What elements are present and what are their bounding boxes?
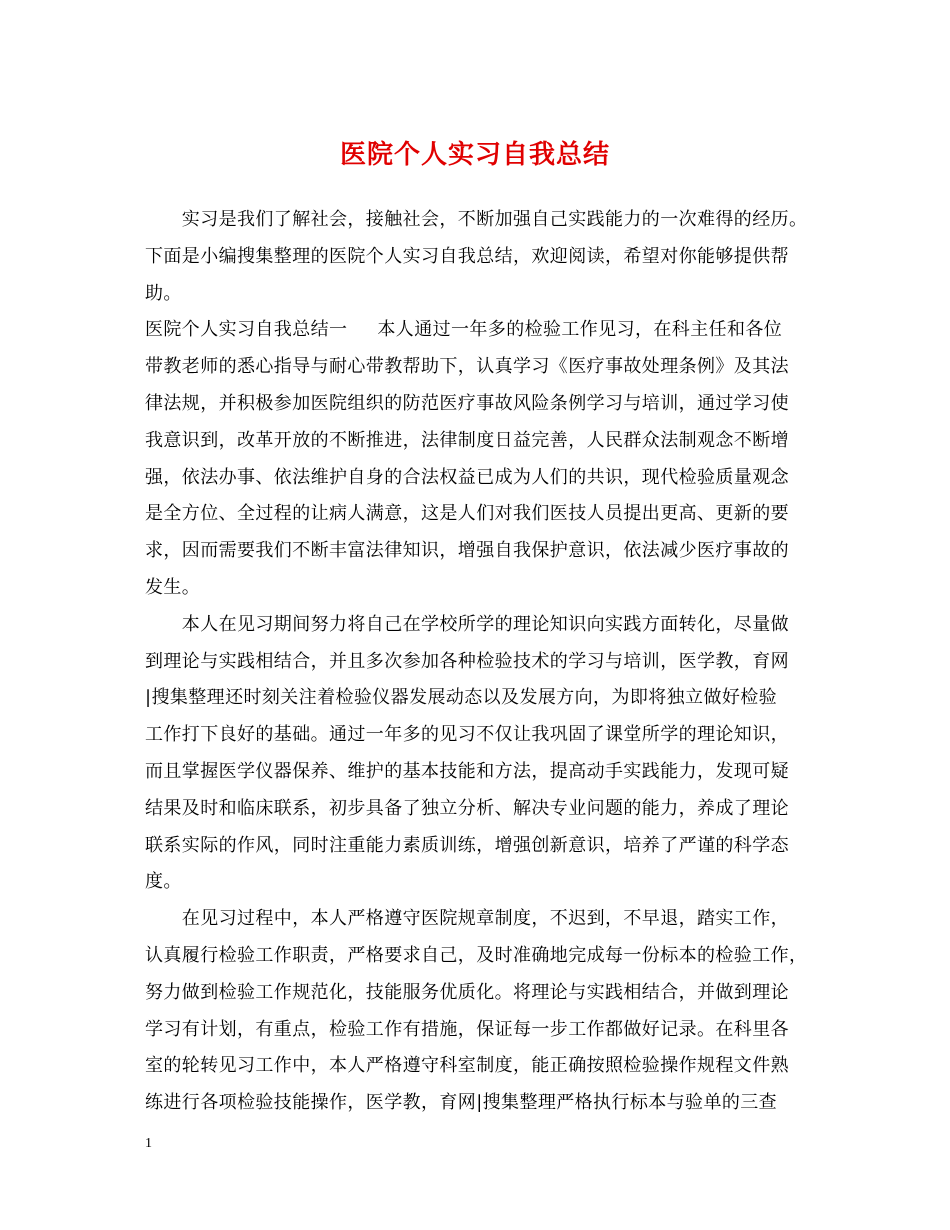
text-line: 联系实际的作风，同时注重能力素质训练，增强创新意识，培养了严谨的科学态 bbox=[145, 834, 789, 856]
text-line: 下面是小编搜集整理的医院个人实习自我总结，欢迎阅读，希望对你能够提供帮 bbox=[145, 245, 789, 267]
text-line: 实习是我们了解社会，接触社会，不断加强自己实践能力的一次难得的经历。 bbox=[145, 209, 808, 230]
document-title: 医院个人实习自我总结 bbox=[339, 140, 610, 170]
text-line: 认真履行检验工作职责，严格要求自己，及时准确地完成每一份标本的检验工作， bbox=[145, 944, 808, 966]
text-line: 发生。 bbox=[145, 576, 201, 598]
text-line-section-heading bbox=[145, 312, 810, 349]
text-line: 在见习过程中，本人严格遵守医院规章制度，不迟到，不早退，踏实工作， bbox=[145, 908, 789, 930]
text-line: |搜集整理还时刻关注着检验仪器发展动态以及发展方向，为即将独立做好检验 bbox=[145, 687, 778, 709]
text-line: 带教老师的悉心指导与耐心带教帮助下，认真学习《医疗事故处理条例》及其法 bbox=[145, 356, 789, 378]
text-line: 我意识到，改革开放的不断推进，法律制度日益完善，人民群众法制观念不断增 bbox=[145, 429, 789, 451]
section-text: 本人通过一年多的检验工作见习，在科主任和各位 bbox=[377, 319, 783, 341]
text-line: 练进行各项检验技能操作，医学教，育网|搜集整理严格执行标本与验单的三查 bbox=[145, 1092, 778, 1114]
page-number: 1 bbox=[145, 1136, 152, 1151]
text-line: 强，依法办事、依法维护自身的合法权益已成为人们的共识，现代检验质量观念 bbox=[145, 466, 789, 488]
text-line: 室的轮转见习工作中，本人严格遵守科室制度，能正确按照检验操作规程文件熟 bbox=[145, 1055, 789, 1077]
text-line: 助。 bbox=[145, 282, 182, 304]
text-line: 学习有计划，有重点，检验工作有措施，保证每一步工作都做好记录。在科里各 bbox=[145, 1018, 789, 1040]
text-line: 求，因而需要我们不断丰富法律知识，增强自我保护意识，依法减少医疗事故的 bbox=[145, 540, 789, 562]
text-line: 本人在见习期间努力将自己在学校所学的理论知识向实践方面转化，尽量做 bbox=[145, 613, 789, 635]
text-line: 度。 bbox=[145, 871, 182, 893]
section-heading: 医院个人实习自我总结一 bbox=[145, 319, 348, 341]
text-line: 是全方位、全过程的让病人满意，这是人们对我们医技人员提出更高、更新的要 bbox=[145, 503, 789, 525]
text-line: 到理论与实践相结合，并且多次参加各种检验技术的学习与培训，医学教，育网 bbox=[145, 650, 789, 672]
text-line: 而且掌握医学仪器保养、维护的基本技能和方法，提高动手实践能力，发现可疑 bbox=[145, 760, 789, 782]
text-line: 律法规，并积极参加医院组织的防范医疗事故风险条例学习与培训，通过学习使 bbox=[145, 392, 789, 414]
text-line: 结果及时和临床联系，初步具备了独立分析、解决专业问题的能力，养成了理论 bbox=[145, 797, 789, 819]
text-line: 努力做到检验工作规范化，技能服务优质化。将理论与实践相结合，并做到理论 bbox=[145, 981, 789, 1003]
text-line: 工作打下良好的基础。通过一年多的见习不仅让我巩固了课堂所学的理论知识， bbox=[145, 724, 789, 746]
document-body bbox=[145, 202, 810, 1122]
